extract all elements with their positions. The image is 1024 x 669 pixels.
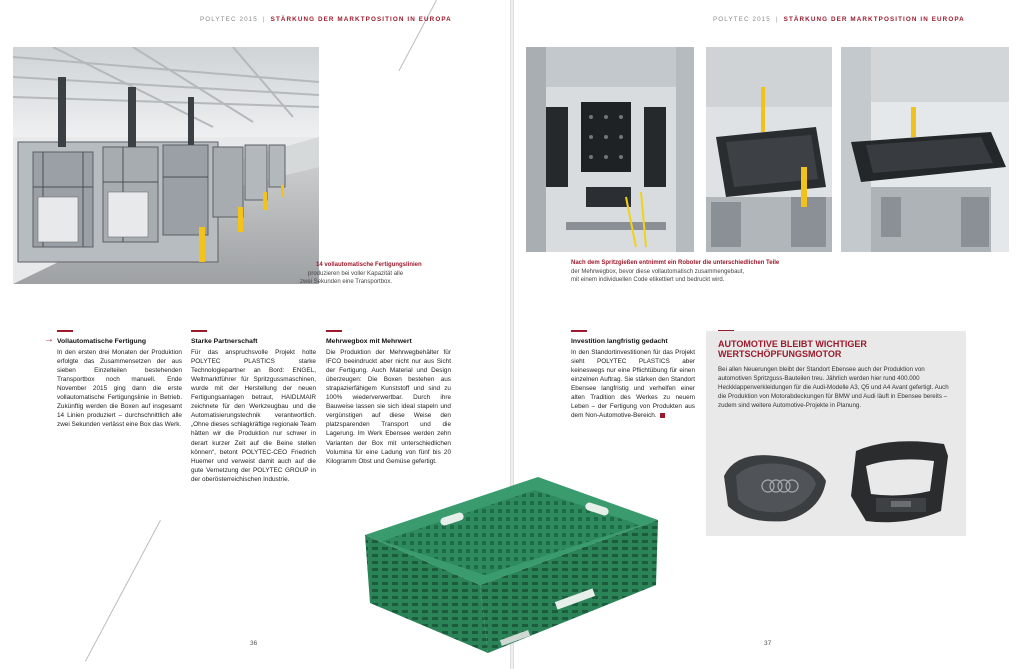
column-heading: Investition langfristig gedacht [571, 338, 668, 345]
page-number-right: 37 [764, 640, 772, 647]
running-head-topic: STÄRKUNG DER MARKTPOSITION IN EUROPA [270, 16, 452, 23]
column-body: Die Produktion der Mehrwegbehälter für IFCO beeindruckt aber nicht nur aus Sicht der Fertigung. Auch Material und Design überzeugen: Die Boxen bestehen aus strapazierfähigem Kunststoff und sind zu 100% wiederverwertbar. Durch ihre Bauweise lassen sie sich ideal stapeln und vergünstigen auf diese Weise den platzsparenden Transport und die Lagerung. Im Werk Ebensee werden zehn Varianten der Box mit unterschiedlichen Volumina für eine Ladung von fünf bis 20 Kilogramm Obst und Gemüse gefertigt. [326, 348, 451, 465]
running-head-brand: POLYTEC 2015 [713, 16, 771, 23]
text-column [571, 337, 695, 420]
column-red-bar [326, 330, 342, 332]
running-head-right: POLYTEC 2015 | STÄRKUNG DER MARKTPOSITION IN EUROPA [713, 16, 965, 23]
column-body: Für das anspruchsvolle Projekt holte POLYTEC PLASTICS starke Technologiepartner an Bord: ENGEL, Weltmarktführer für Spritzgussmaschinen, wurde mit der Herstellung der neuen Fertigungsanlagen betraut, HAIDLMAIR zeichnete für den Werkzeugbau und die Automatisierungstechnik verantwortlich. „Ohne dieses schlagkräftige regionale Team hätten wir die Produktion nur schwer in derart kurzer Zeit auf die Beine stellen können“, betont POLYTEC-CEO Friedrich Huemer und verweist damit auch auf die gute Vernetzung der POLYTEC GROUP in der oberösterreichischen Industrie. [191, 348, 316, 483]
caption-line: mit einem individuellen Code etikettiert und bedruckt wird. [571, 277, 725, 284]
running-head-left: POLYTEC 2015 | STÄRKUNG DER MARKTPOSITION IN EUROPA [200, 16, 452, 23]
column-heading: Vollautomatische Fertigung [57, 338, 146, 345]
caption-highlight: Nach dem Spritzgießen entnimmt ein Roboter die unterschiedlichen Teile [571, 260, 780, 266]
robot-gripper-photo [526, 47, 694, 252]
column-body: In den ersten drei Monaten der Produktion erfolgte das Zusammensetzen der aus sieben Einzelteilen bestehenden Transportbox noch manuell. Ende November 2015 ging dann die erste vollautomatische Fertigungslinie in Betrieb. Zukünftig werden die Boxen auf insgesamt 14 Linien produziert – durchschnittlich alle zwei Sekunden verlässt eine Box das Werk. [57, 348, 182, 429]
green-crate-illustration [360, 475, 662, 657]
column-heading: Starke Partnerschaft [191, 338, 258, 345]
caption-line: zwei Sekunden eine Transportbox. [300, 279, 393, 286]
tailgate-trim-image [851, 441, 948, 522]
arrow-right-icon: → [44, 334, 54, 345]
automotive-parts-illustration [716, 436, 956, 531]
automotive-box-body: Bei allen Neuerungen bleibt der Standort Ebensee auch der Produktion von automotiven Spritzguss-Bauteilen treu. Jährlich werden hier rund 400.000 Heckklappenverkleidungen für die Audi-Modelle A3, Q5 und A4 Avant gefertigt. Auch die Produktion von Motorabdeckungen für BMW und Audi läuft in Ebensee bereits – zudem sind weitere Automotive-Projekte in Planung. [718, 366, 949, 409]
engine-cover-image [724, 455, 826, 521]
running-head-topic: STÄRKUNG DER MARKTPOSITION IN EUROPA [783, 16, 965, 23]
column-body: In den Standortinvestitionen für das Projekt sieht POLYTEC PLASTICS aber keineswegs nur eine Pflichtübung für einen einzelnen Auftrag. Sie stärken den Standort Ebensee langfristig und verhelfen einer alten Tradition des Werkes zu neuem Leben – der Fertigung von Produkten aus dem Non-Automotive-Bereich. [571, 348, 695, 420]
text-column [326, 337, 451, 466]
factory-hall-photo [13, 47, 319, 284]
caption-line: der Mehrwegbox, bevor diese vollautomatisch zusammengebaut, [571, 268, 745, 275]
robot-tray-illustration [706, 47, 832, 252]
text-column [57, 337, 182, 429]
column-red-bar [191, 330, 207, 332]
tray-assembly-photo [841, 47, 1009, 252]
page-number-left: 36 [250, 640, 258, 647]
automotive-info-box [706, 331, 966, 536]
end-mark-icon [660, 413, 665, 418]
running-head-brand: POLYTEC 2015 [200, 16, 258, 23]
column-red-bar [57, 330, 73, 332]
factory-hall-illustration [13, 47, 319, 284]
robot-gripper-illustration [526, 47, 694, 252]
column-red-bar [571, 330, 587, 332]
factory-photo-caption [300, 261, 430, 287]
caption-highlight: 14 vollautomatische Fertigungslinien [316, 262, 422, 268]
green-crate-image [360, 475, 662, 657]
column-heading: Mehrwegbox mit Mehrwert [326, 338, 412, 345]
robot-photo-caption [571, 259, 831, 285]
automotive-box-title: AUTOMOTIVE BLEIBT WICHTIGER WERTSCHÖPFUNGSMOTOR [718, 339, 867, 360]
robot-tray-photo [706, 47, 832, 252]
text-column [191, 337, 316, 484]
caption-line: produzieren bei voller Kapazität alle [308, 270, 404, 277]
tray-assembly-illustration [841, 47, 1009, 252]
